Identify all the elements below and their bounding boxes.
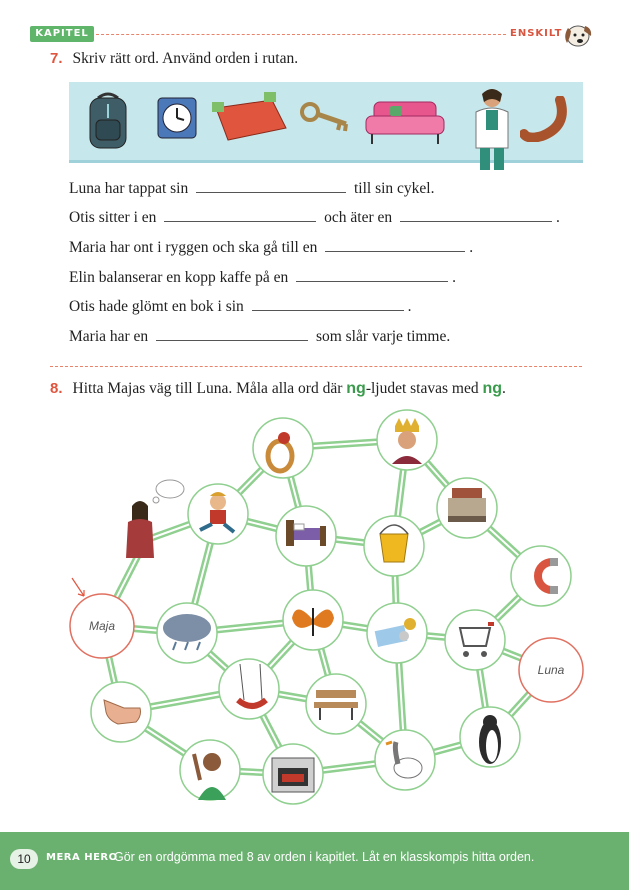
sentence-text: Elin balanserar en kopp kaffe på en (69, 269, 289, 286)
task8-instruction-end: . (502, 380, 506, 397)
maze-start-node[interactable] (70, 594, 134, 658)
sentence-text: till sin cykel. (353, 180, 435, 197)
task7-instruction: Skriv rätt ord. Använd orden i rutan. (72, 50, 299, 67)
butterfly-node[interactable] (283, 590, 343, 650)
sentence-text: Luna har tappat sin (69, 180, 189, 197)
bridge-node[interactable] (437, 478, 497, 538)
rain-cloud-node[interactable] (157, 603, 217, 663)
sentence-6 (69, 326, 450, 346)
task8-instruction-middle: -ljudet stavas med (365, 380, 483, 397)
sentence-text: . (407, 298, 412, 315)
sentence-1 (69, 178, 435, 198)
header-divider (96, 34, 506, 35)
sentence-5 (69, 296, 412, 316)
doll-node[interactable] (188, 484, 248, 544)
task8-heading (50, 380, 506, 398)
sentence-text: . (452, 269, 456, 286)
sentence-text: och äter en (324, 209, 393, 226)
sentence-text: Maria har en (69, 328, 149, 345)
sentence-text: Otis sitter i en (69, 209, 157, 226)
ng-highlight: ng (346, 380, 366, 397)
answer-blank[interactable] (156, 326, 308, 341)
tray-icon (210, 88, 290, 146)
goose-node[interactable] (375, 730, 435, 790)
shopping-cart-node[interactable] (445, 610, 505, 670)
task8-number: 8. (50, 380, 63, 397)
doctor-icon (470, 86, 514, 172)
clock-icon (156, 96, 198, 140)
mode-label: ENSKILT (510, 28, 563, 39)
answer-blank[interactable] (196, 178, 346, 193)
task8-instruction-start: Hitta Majas väg till Luna. Måla alla ord där (72, 380, 347, 397)
page-number: 10 (10, 849, 38, 869)
sentence-text: Maria har ont i ryggen och ska gå till en (69, 239, 318, 256)
sentence-text: som slår varje timme. (315, 328, 451, 345)
sentence-3 (69, 237, 473, 257)
bench-node[interactable] (306, 674, 366, 734)
swing-node[interactable] (219, 659, 279, 719)
thinking-girl-icon (126, 480, 184, 558)
sentence-text: . (469, 239, 474, 256)
answer-blank[interactable] (252, 296, 404, 311)
ng-highlight: ng (482, 380, 503, 397)
backpack-icon (84, 90, 132, 152)
sentence-text: Otis hade glömt en bok i sin (69, 298, 244, 315)
section-divider (50, 366, 582, 367)
bridge-icon (448, 488, 486, 522)
sofa-icon (362, 96, 448, 148)
answer-blank[interactable] (164, 207, 316, 222)
footer-text: Gör en ordgömma med 8 av orden i kapitlet. Låt en klasskompis hitta orden. (114, 850, 535, 864)
king-node[interactable] (377, 410, 437, 470)
answer-blank[interactable] (325, 237, 465, 252)
oven-icon (272, 758, 314, 792)
arrow-icon (72, 578, 84, 596)
word-maze (0, 400, 629, 830)
answer-blank[interactable] (400, 207, 552, 222)
money-node[interactable] (367, 603, 427, 663)
footer-brand: MERA HERO (46, 852, 118, 863)
sentence-4 (69, 267, 456, 287)
bucket-node[interactable] (364, 516, 424, 576)
start-label: Maja (88, 619, 116, 633)
magnet-node[interactable] (511, 546, 571, 606)
ring-node[interactable] (253, 418, 313, 478)
sentence-text: . (556, 209, 560, 226)
task7-heading (50, 50, 298, 68)
sentence-2 (69, 207, 560, 227)
oven-node[interactable] (263, 744, 323, 804)
waving-boy-node[interactable] (180, 740, 240, 800)
dog-icon (560, 16, 594, 50)
key-icon (300, 100, 352, 134)
penguin-node[interactable] (460, 707, 520, 767)
sausage-icon (520, 96, 570, 142)
end-label: Luna (537, 663, 565, 677)
task7-number: 7. (50, 50, 63, 67)
maze-end-node[interactable] (519, 638, 583, 702)
finger-node[interactable] (91, 682, 151, 742)
answer-blank[interactable] (296, 267, 448, 282)
chapter-tag: KAPITEL 1 (30, 26, 94, 42)
bed-node[interactable] (276, 506, 336, 566)
